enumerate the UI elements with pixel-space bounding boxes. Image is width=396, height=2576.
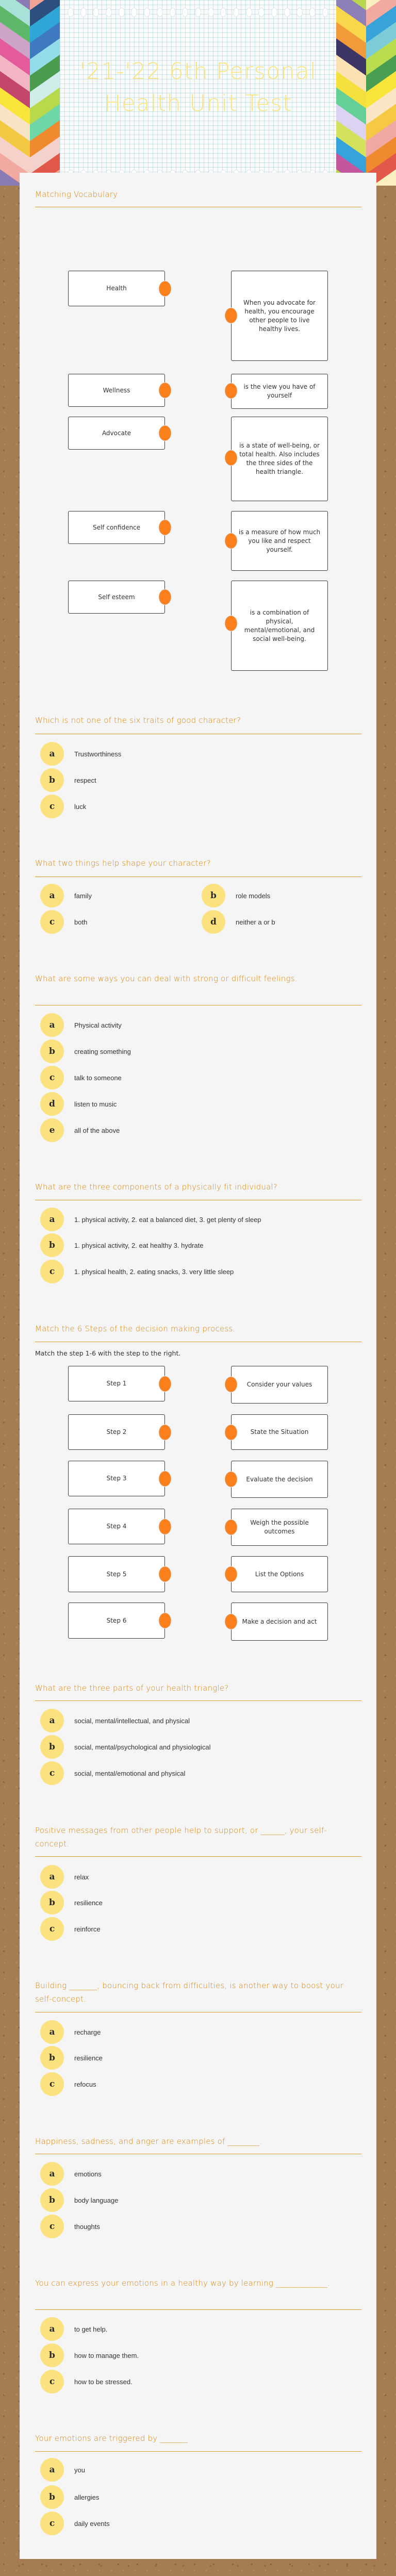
option-text: allergies <box>74 2493 100 2501</box>
step-description-box[interactable] <box>231 1509 328 1546</box>
match-definition[interactable] <box>231 374 328 409</box>
option-text: to get help. <box>74 2325 108 2333</box>
option-text: body language <box>74 2196 119 2204</box>
answer-option[interactable] <box>202 884 270 907</box>
chevron-stripe <box>30 0 60 186</box>
hole-icon <box>170 8 175 16</box>
match-connector-dot[interactable] <box>159 1471 171 1487</box>
hole-icon <box>131 8 137 16</box>
match-term-label: Self esteem <box>98 593 135 601</box>
match-definition-label: is a combination of physical, mental/emotional, and social well-being. <box>244 608 315 642</box>
option-letter-badge: c <box>40 2512 64 2535</box>
match-definition-label: is a measure of how much you like and respect yourself. <box>238 528 321 553</box>
question-title: Happiness, sadness, and anger are examples of ________. <box>35 2137 262 2146</box>
answer-option[interactable] <box>40 1761 185 1785</box>
step-label: Step 3 <box>106 1475 127 1482</box>
answer-option[interactable] <box>40 1013 122 1037</box>
question-title: You can express your emotions in a healthy way by learning _____________. <box>35 2278 331 2288</box>
option-letter-badge: b <box>40 2343 64 2367</box>
match-connector-dot[interactable] <box>159 383 171 398</box>
step-description-box[interactable] <box>231 1461 328 1498</box>
answer-option[interactable] <box>40 2020 101 2044</box>
match-connector-dot[interactable] <box>159 520 171 535</box>
option-letter-badge: b <box>40 1891 64 1914</box>
step-description-label: List the Options <box>255 1570 304 1578</box>
option-text: reinforce <box>74 1925 101 1933</box>
match-definition[interactable] <box>231 271 328 361</box>
match-connector-dot[interactable] <box>225 1377 237 1392</box>
answer-option[interactable] <box>40 1039 131 1063</box>
match-definition-label: is the view you have of yourself <box>243 383 316 399</box>
option-letter-badge: c <box>40 2072 64 2096</box>
option-letter-badge: c <box>40 2370 64 2393</box>
answer-option[interactable] <box>40 884 92 907</box>
chevron-pattern-right <box>336 0 396 186</box>
step-box[interactable] <box>68 1509 165 1544</box>
option-letter-badge: a <box>40 742 64 766</box>
answer-option[interactable] <box>40 1208 261 1231</box>
hole-icon <box>221 8 226 16</box>
option-letter-badge: a <box>40 2317 64 2341</box>
option-text: listen to music <box>74 1100 117 1108</box>
match-term-self-confidence[interactable] <box>68 511 165 544</box>
match-connector-dot[interactable] <box>159 281 171 296</box>
question-title: Positive messages from other people help to support, or ______, your self-concept. <box>35 1826 327 1848</box>
hole-icon <box>285 8 290 16</box>
answer-option[interactable] <box>40 1735 210 1759</box>
option-text: resilience <box>74 2054 103 2062</box>
match-connector-dot[interactable] <box>159 1376 171 1392</box>
match-definition[interactable] <box>231 511 328 571</box>
match-connector-dot[interactable] <box>225 1520 237 1535</box>
option-letter-badge: e <box>40 1118 64 1142</box>
option-letter-badge: b <box>40 2046 64 2070</box>
option-letter-badge: c <box>40 1260 64 1283</box>
hole-icon <box>259 8 264 16</box>
answer-option[interactable] <box>202 910 275 934</box>
answer-option[interactable] <box>40 2512 110 2535</box>
answer-option[interactable] <box>40 1865 89 1889</box>
option-text: how to manage them. <box>74 2351 139 2359</box>
option-text: relax <box>74 1873 89 1881</box>
question-title: What are the three parts of your health triangle? <box>35 1683 229 1693</box>
match-term-health[interactable] <box>68 271 165 306</box>
answer-option[interactable] <box>40 2317 107 2341</box>
chevron-stripe <box>0 0 30 186</box>
option-text: daily events <box>74 2519 110 2528</box>
step-label: Step 6 <box>106 1616 127 1624</box>
option-text: Physical activity <box>74 1021 122 1029</box>
answer-option[interactable] <box>40 2188 118 2212</box>
answer-option[interactable] <box>40 795 86 818</box>
hole-icon <box>119 8 124 16</box>
option-text: social, mental/intellectual, and physical <box>74 1716 190 1725</box>
question-title: Your emotions are triggered by _______ <box>35 2434 188 2443</box>
step-description-box[interactable] <box>231 1414 328 1450</box>
question-title: What are the three components of a physically fit individual? <box>35 1182 278 1192</box>
quiz-card <box>20 173 376 2559</box>
hole-icon <box>106 8 111 16</box>
header-banner <box>0 0 396 186</box>
page-title <box>60 56 336 120</box>
option-text: social, mental/emotional and physical <box>74 1769 186 1777</box>
option-letter-badge: a <box>40 1013 64 1037</box>
step-box[interactable] <box>68 1603 165 1639</box>
page-title-line1: '21-'22 6th Personal <box>79 58 317 85</box>
option-letter-badge: a <box>40 1865 64 1889</box>
hole-icon <box>246 8 252 16</box>
question-title: What are some ways you can deal with strong or difficult feelings. <box>35 974 298 983</box>
step-label: Step 2 <box>106 1428 127 1435</box>
section-divider <box>35 2451 361 2452</box>
hole-icon <box>183 8 188 16</box>
option-text: 1. physical activity, 2. eat healthy 3. hydrate <box>74 1241 204 1249</box>
answer-option[interactable] <box>40 2072 96 2096</box>
step-box[interactable] <box>68 1414 165 1450</box>
option-text: emotions <box>74 2170 102 2178</box>
step-description-label: Weigh the possible outcomes <box>250 1519 309 1535</box>
answer-option[interactable] <box>40 1066 122 1089</box>
option-letter-badge: b <box>40 2485 64 2509</box>
option-letter-badge: d <box>202 910 225 934</box>
match-connector-dot[interactable] <box>225 308 237 323</box>
option-letter-badge: a <box>40 2162 64 2186</box>
option-text: social, mental/psychological and physiological <box>74 1743 211 1751</box>
match-connector-dot[interactable] <box>159 1613 171 1628</box>
match-term-label: Advocate <box>102 429 131 437</box>
match-connector-dot[interactable] <box>159 425 171 441</box>
match-term-label: Health <box>106 285 127 292</box>
option-letter-badge: c <box>40 1917 64 1941</box>
answer-option[interactable] <box>40 1709 190 1732</box>
answer-option[interactable] <box>40 1118 120 1142</box>
option-text: you <box>74 2466 85 2474</box>
match-connector-dot[interactable] <box>159 589 171 605</box>
option-text: refocus <box>74 2080 96 2088</box>
option-text: Trustworthiness <box>74 750 122 758</box>
match-connector-dot[interactable] <box>225 533 237 549</box>
match-definition-label: is a state of well-being, or total health. Also includes the three sides of the health triangle. <box>239 442 320 475</box>
question-title: Which is not one of the six traits of good character? <box>35 716 241 725</box>
hole-icon <box>81 8 86 16</box>
step-label: Step 1 <box>106 1380 127 1387</box>
match-connector-dot[interactable] <box>225 383 237 399</box>
option-text: how to be stressed. <box>74 2377 133 2386</box>
answer-option[interactable] <box>40 1233 204 1257</box>
question-title: What two things help shape your character? <box>35 858 211 868</box>
answer-option[interactable] <box>40 1260 234 1283</box>
option-text: 1. physical health, 2. eating snacks, 3. very little sleep <box>74 1267 234 1276</box>
option-letter-badge: d <box>40 1092 64 1116</box>
match-connector-dot[interactable] <box>225 1566 237 1582</box>
match-term-label: Self confidence <box>92 523 141 531</box>
option-letter-badge: c <box>40 1066 64 1089</box>
option-letter-badge: a <box>40 884 64 907</box>
hole-icon <box>195 8 201 16</box>
match-term-label: Wellness <box>103 386 130 394</box>
step-label: Step 4 <box>106 1523 127 1530</box>
option-letter-badge: b <box>40 1039 64 1063</box>
answer-option[interactable] <box>40 2343 139 2367</box>
answer-option[interactable] <box>40 2370 133 2393</box>
matching-instructions: Match the step 1-6 with the step to the right. <box>35 1349 181 1357</box>
hole-icon <box>68 8 73 16</box>
answer-option[interactable] <box>40 2215 100 2238</box>
hole-icon <box>234 8 239 16</box>
option-letter-badge: b <box>40 2188 64 2212</box>
hole-icon <box>310 8 315 16</box>
hole-icon <box>144 8 150 16</box>
match-term-wellness[interactable] <box>68 374 165 407</box>
option-text: talk to someone <box>74 1074 122 1082</box>
hole-icon <box>93 8 98 16</box>
hole-punch-row <box>68 8 328 16</box>
option-text: 1. physical activity, 2. eat a balanced diet, 3. get plenty of sleep <box>74 1215 261 1224</box>
hole-icon <box>208 8 213 16</box>
match-connector-dot[interactable] <box>225 616 237 631</box>
option-letter-badge: c <box>40 910 64 934</box>
match-term-advocate[interactable] <box>68 417 165 450</box>
step-description-label: State the Situation <box>250 1428 309 1435</box>
match-term-self-esteem[interactable] <box>68 581 165 614</box>
step-box[interactable] <box>68 1366 165 1401</box>
chevron-stripe <box>366 0 396 186</box>
option-text: neither a or b <box>236 918 275 926</box>
step-description-label: Consider your values <box>246 1381 312 1388</box>
question-title: Building _______, bouncing back from difficulties, is another way to boost your self-concept. <box>35 1981 344 2004</box>
option-text: resilience <box>74 1898 103 1907</box>
chevron-stripe <box>336 0 366 186</box>
option-letter-badge: a <box>40 1208 64 1231</box>
option-letter-badge: b <box>202 884 225 907</box>
match-connector-dot[interactable] <box>159 1519 171 1534</box>
answer-option[interactable] <box>40 1092 117 1116</box>
option-letter-badge: c <box>40 1761 64 1785</box>
option-text: creating something <box>74 1047 131 1055</box>
match-definition[interactable] <box>231 581 328 671</box>
answer-option[interactable] <box>40 2485 99 2509</box>
option-text: respect <box>74 776 96 784</box>
section-divider <box>35 1700 361 1701</box>
match-connector-dot[interactable] <box>225 1425 237 1440</box>
answer-option[interactable] <box>40 910 87 934</box>
step-description-label: Make a decision and act <box>242 1617 317 1625</box>
match-connector-dot[interactable] <box>159 1425 171 1440</box>
option-letter-badge: c <box>40 795 64 818</box>
option-letter-badge: b <box>40 1233 64 1257</box>
chevron-pattern-left <box>0 0 60 186</box>
page-title-line2: Health Unit Test <box>104 90 292 117</box>
step-box[interactable] <box>68 1556 165 1592</box>
section-divider <box>35 1856 361 1857</box>
step-description-box[interactable] <box>231 1556 328 1592</box>
step-description-box[interactable] <box>231 1603 328 1641</box>
section-divider <box>35 2309 361 2310</box>
answer-option[interactable] <box>40 768 96 792</box>
step-description-box[interactable] <box>231 1366 328 1403</box>
hole-icon <box>157 8 162 16</box>
match-connector-dot[interactable] <box>159 1566 171 1582</box>
step-box[interactable] <box>68 1461 165 1496</box>
answer-option[interactable] <box>40 2458 85 2482</box>
option-letter-badge: a <box>40 1709 64 1732</box>
step-description-label: Evaluate the decision <box>246 1475 313 1483</box>
answer-option[interactable] <box>40 2046 103 2070</box>
option-letter-badge: b <box>40 768 64 792</box>
match-definition[interactable] <box>231 417 328 501</box>
option-letter-badge: a <box>40 2020 64 2044</box>
answer-option[interactable] <box>40 742 121 766</box>
answer-option[interactable] <box>40 1917 101 1941</box>
match-connector-dot[interactable] <box>225 1614 237 1629</box>
hole-icon <box>323 8 328 16</box>
match-connector-dot[interactable] <box>225 450 237 466</box>
option-text: role models <box>236 891 271 900</box>
step-label: Step 5 <box>106 1570 127 1578</box>
option-text: recharge <box>74 2028 101 2036</box>
hole-icon <box>297 8 302 16</box>
match-definition-label: When you advocate for health, you encourage other people to live healthy lives. <box>243 299 316 333</box>
hole-icon <box>272 8 277 16</box>
option-text: all of the above <box>74 1126 120 1134</box>
answer-option[interactable] <box>40 1891 103 1914</box>
option-letter-badge: b <box>40 1735 64 1759</box>
match-connector-dot[interactable] <box>225 1472 237 1487</box>
option-letter-badge: c <box>40 2215 64 2238</box>
option-text: family <box>74 891 92 900</box>
option-text: thoughts <box>74 2222 100 2231</box>
question-title: Match the 6 Steps of the decision making process. <box>35 1324 236 1333</box>
option-text: luck <box>74 802 87 811</box>
option-text: both <box>74 918 88 926</box>
section-title-matching-vocabulary: Matching Vocabulary <box>35 190 118 199</box>
answer-option[interactable] <box>40 2162 102 2186</box>
option-letter-badge: a <box>40 2458 64 2482</box>
